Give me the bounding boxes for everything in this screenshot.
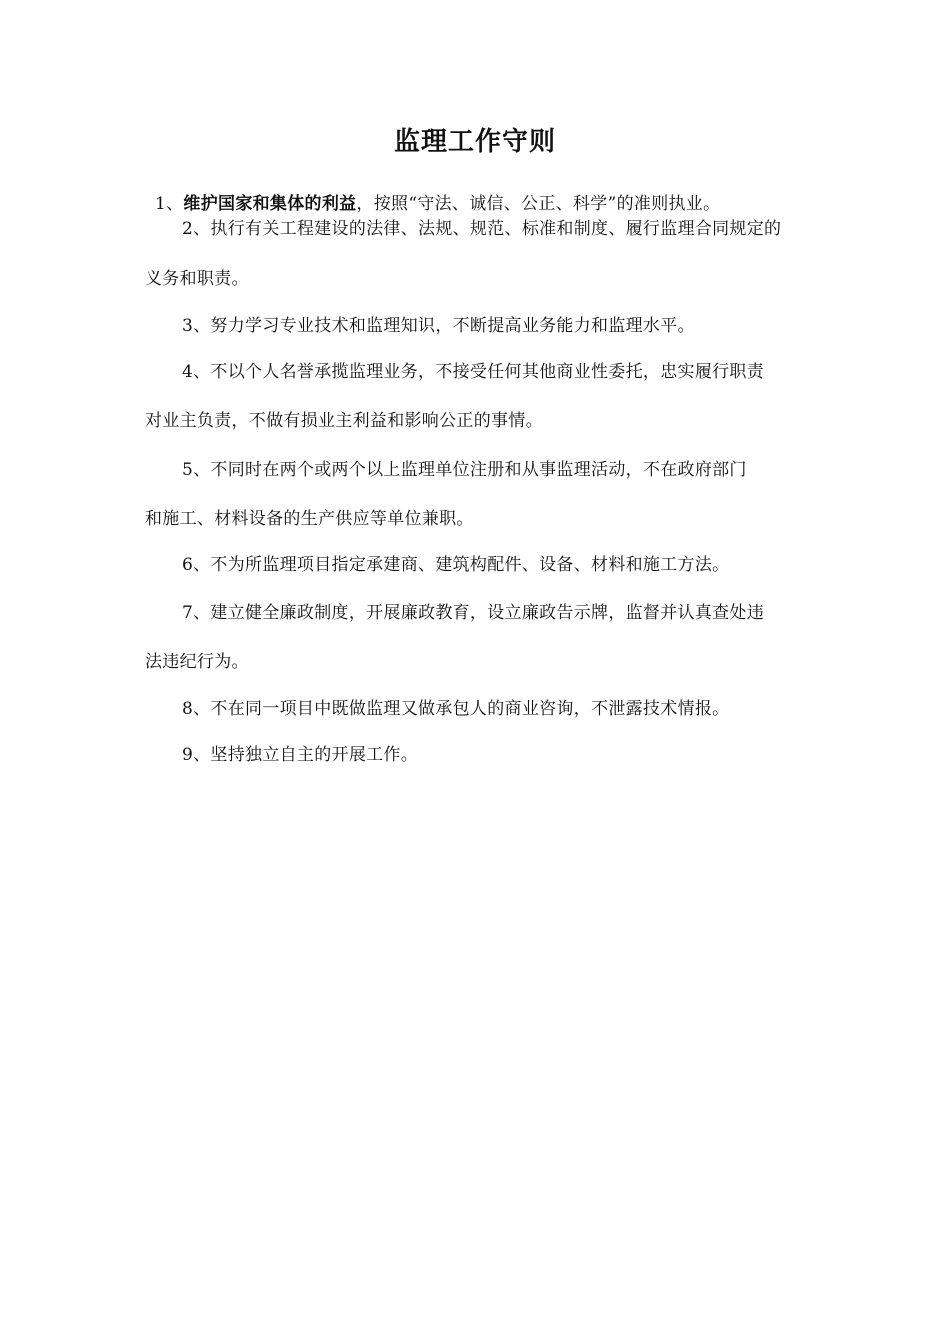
- rule-1: [155, 192, 720, 216]
- rule-4-line-2: 对业主负责，不做有损业主利益和影响公正的事情。: [145, 411, 543, 431]
- rule-8-line-1: 8、不在同一项目中既做监理又做承包人的商业咨询，不泄露技术情报。: [182, 699, 730, 719]
- rule-5-line-2: 和施工、材料设备的生产供应等单位兼职。: [145, 509, 474, 529]
- rule-1-rest: ，按照“守法、诚信、公正、科学”的准则执业。: [356, 194, 721, 214]
- rule-1-bold: 维护国家和集体的利益: [183, 194, 357, 214]
- rule-3-line-1: 3、努力学习专业技术和监理知识，不断提高业务能力和监理水平。: [182, 316, 695, 336]
- rule-6-line-1: 6、不为所监理项目指定承建商、建筑构配件、设备、材料和施工方法。: [182, 555, 730, 575]
- rule-9-line-1: 9、坚持独立自主的开展工作。: [182, 745, 419, 765]
- rule-2-line-1: 2、执行有关工程建设的法律、法规、规范、标准和制度、履行监理合同规定的: [182, 219, 782, 239]
- rule-1-number: 1、: [155, 194, 184, 214]
- rule-7-line-2: 法违纪行为。: [145, 652, 249, 672]
- rule-2-line-2: 义务和职责。: [145, 269, 249, 289]
- rule-5-line-1: 5、不同时在两个或两个以上监理单位注册和从事监理活动，不在政府部门: [182, 460, 747, 480]
- rule-7-line-1: 7、建立健全廉政制度，开展廉政教育，设立廉政告示牌，监督并认真查处违: [182, 603, 765, 623]
- document-title: 监理工作守则: [393, 127, 556, 157]
- rule-4-line-1: 4、不以个人名誉承揽监理业务，不接受任何其他商业性委托，忠实履行职责: [182, 362, 765, 382]
